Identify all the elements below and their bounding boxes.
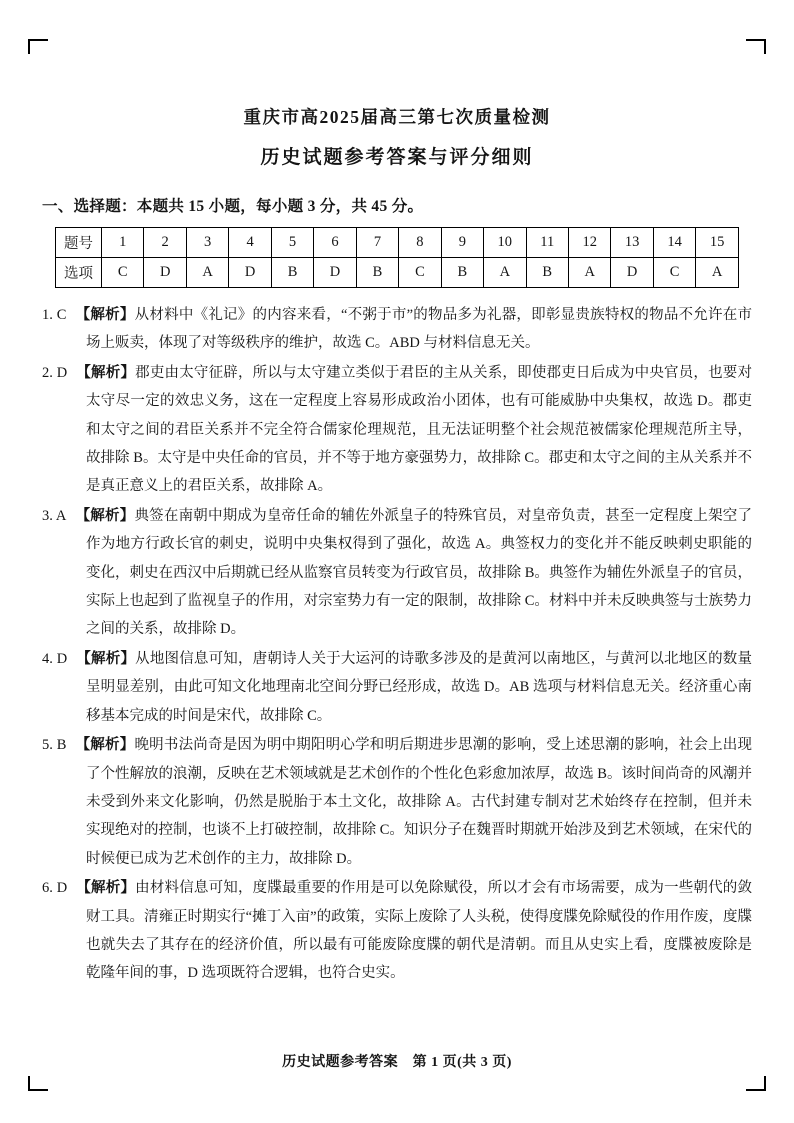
analysis-label: 【解析】 [75, 307, 135, 323]
question-number-answer: 1. C [42, 307, 67, 323]
analysis-label: 【解析】 [75, 507, 135, 524]
table-cell: A [484, 258, 526, 288]
analysis-label: 【解析】 [76, 650, 136, 667]
table-cell: C [102, 258, 144, 288]
table-cell: B [441, 258, 483, 288]
table-cell: 13 [611, 228, 653, 258]
crop-mark-bottom-left [28, 1076, 48, 1091]
table-cell: C [653, 258, 695, 288]
table-cell: D [229, 258, 271, 288]
analysis-label: 【解析】 [76, 880, 136, 897]
analysis-label: 【解析】 [76, 364, 136, 381]
table-cell: 8 [399, 228, 441, 258]
analysis-text: 典签在南朝中期成为皇帝任命的辅佐外派皇子的特殊官员，对皇帝负责，甚至一定程度上架空了作为地方行政长官的刺史，说明中央集权得到了强化，故选 A。典签权力的变化并不能反映刺史职能的变化，刺史在西汉中后期就已经从监察官员转变为行政官员，故排除 B。典签作为辅佐外派皇子的官员，实际上也起到了监视皇子的作用，对宗室势力有一定的限制，故排除 C。材料中并未反映典签与士族势力之间的关系，故排除 D。 [86, 507, 753, 638]
explanation-question-6 [42, 874, 752, 988]
section-heading-multiple-choice: 一、选择题：本题共 15 小题，每小题 3 分，共 45 分。 [42, 198, 424, 215]
table-cell: 2 [144, 228, 186, 258]
table-cell: D [611, 258, 653, 288]
explanation-question-4 [42, 645, 752, 730]
table-cell: A [696, 258, 739, 288]
question-number-answer: 5. B [42, 737, 67, 754]
table-cell: 3 [186, 228, 228, 258]
table-cell: B [271, 258, 313, 288]
table-cell: D [314, 258, 356, 288]
question-number-answer: 2. D [42, 364, 68, 381]
explanation-question-1 [42, 301, 752, 358]
table-cell: 11 [526, 228, 568, 258]
explanation-question-3 [42, 502, 752, 644]
table-cell: 10 [484, 228, 526, 258]
crop-mark-top-left [28, 39, 48, 54]
table-cell: 4 [229, 228, 271, 258]
table-cell: 1 [102, 228, 144, 258]
answer-table-number-header: 题号 [56, 228, 102, 258]
explanation-question-5 [42, 731, 752, 873]
crop-mark-bottom-right [746, 1076, 766, 1091]
page-footer: 历史试题参考答案 第 1 页(共 3 页) [282, 1055, 512, 1070]
answer-table-choice-row [56, 258, 739, 288]
question-number-answer: 6. D [42, 880, 68, 897]
table-cell: C [399, 258, 441, 288]
question-number-answer: 4. D [42, 650, 68, 667]
table-cell: 15 [696, 228, 739, 258]
table-cell: B [526, 258, 568, 288]
table-cell: 14 [653, 228, 695, 258]
table-cell: A [568, 258, 610, 288]
table-cell: 5 [271, 228, 313, 258]
answer-table [55, 227, 739, 288]
analysis-text: 由材料信息可知，度牒最重要的作用是可以免除赋役，所以才会有市场需要，成为一些朝代的敛财工具。清雍正时期实行“摊丁入亩”的政策，实际上废除了人头税，使得度牒免除赋役的作用作废，度牒也就失去了其存在的经济价值，所以最有可能废除度牒的朝代是清朝。而且从史实上看，度牒被废除是乾隆年间的事，D 选项既符合逻辑，也符合史实。 [86, 880, 753, 982]
table-cell: 6 [314, 228, 356, 258]
explanation-question-2 [42, 359, 752, 501]
document-title-line1: 重庆市高2025届高三第七次质量检测 [243, 107, 551, 127]
answer-table-choice-header: 选项 [56, 258, 102, 288]
table-cell: 7 [356, 228, 398, 258]
table-cell: B [356, 258, 398, 288]
document-title-line2: 历史试题参考答案与评分细则 [260, 147, 534, 168]
table-cell: A [186, 258, 228, 288]
analysis-label: 【解析】 [75, 737, 135, 754]
table-cell: 9 [441, 228, 483, 258]
analysis-text: 郡吏由太守征辟，所以与太守建立类似于君臣的主从关系，即使郡吏日后成为中央官员，也要对太守尽一定的效忠义务，这在一定程度上容易形成政治小团体，也有可能威胁中央集权，故选 D。郡吏和太守之间的君臣关系并不完全符合儒家伦理规范，且无法证明整个社会规范被儒家伦理规范所主导，故排除 B。太守是中央任命的官员，并不等于地方豪强势力，故排除 C。郡吏和太守之间的主从关系并不是真正意义上的君臣关系，故排除 A。 [86, 364, 753, 495]
table-cell: D [144, 258, 186, 288]
question-number-answer: 3. A [42, 507, 67, 524]
table-cell: 12 [568, 228, 610, 258]
analysis-text: 晚明书法尚奇是因为明中期阳明心学和明后期进步思潮的影响，受上述思潮的影响，社会上出现了个性解放的浪潮，反映在艺术领域就是艺术创作的个性化色彩愈加浓厚，故选 B。该时间尚奇的风潮并未受到外来文化影响，仍然是脱胎于本土文化，故排除 A。古代封建专制对艺术始终存在控制，但并未实现绝对的控制，也谈不上打破控制，故排除 C。知识分子在魏晋时期就开始涉及到艺术领域，在宋代的时候便已成为艺术创作的主力，故排除 D。 [86, 737, 753, 867]
analysis-text: 从地图信息可知，唐朝诗人关于大运河的诗歌多涉及的是黄河以南地区，与黄河以北地区的数量呈明显差别，由此可知文化地理南北空间分野已经形成，故选 D。AB 选项与材料信息无关。经济重心南移基本完成的时间是宋代，故排除 C。 [86, 650, 753, 724]
answer-table-number-row [56, 228, 739, 258]
analysis-text: 从材料中《礼记》的内容来看，“不粥于市”的物品多为礼器，即彰显贵族特权的物品不允许在市场上贩卖，体现了对等级秩序的维护，故选 C。ABD 与材料信息无关。 [86, 307, 753, 352]
crop-mark-top-right [746, 39, 766, 54]
